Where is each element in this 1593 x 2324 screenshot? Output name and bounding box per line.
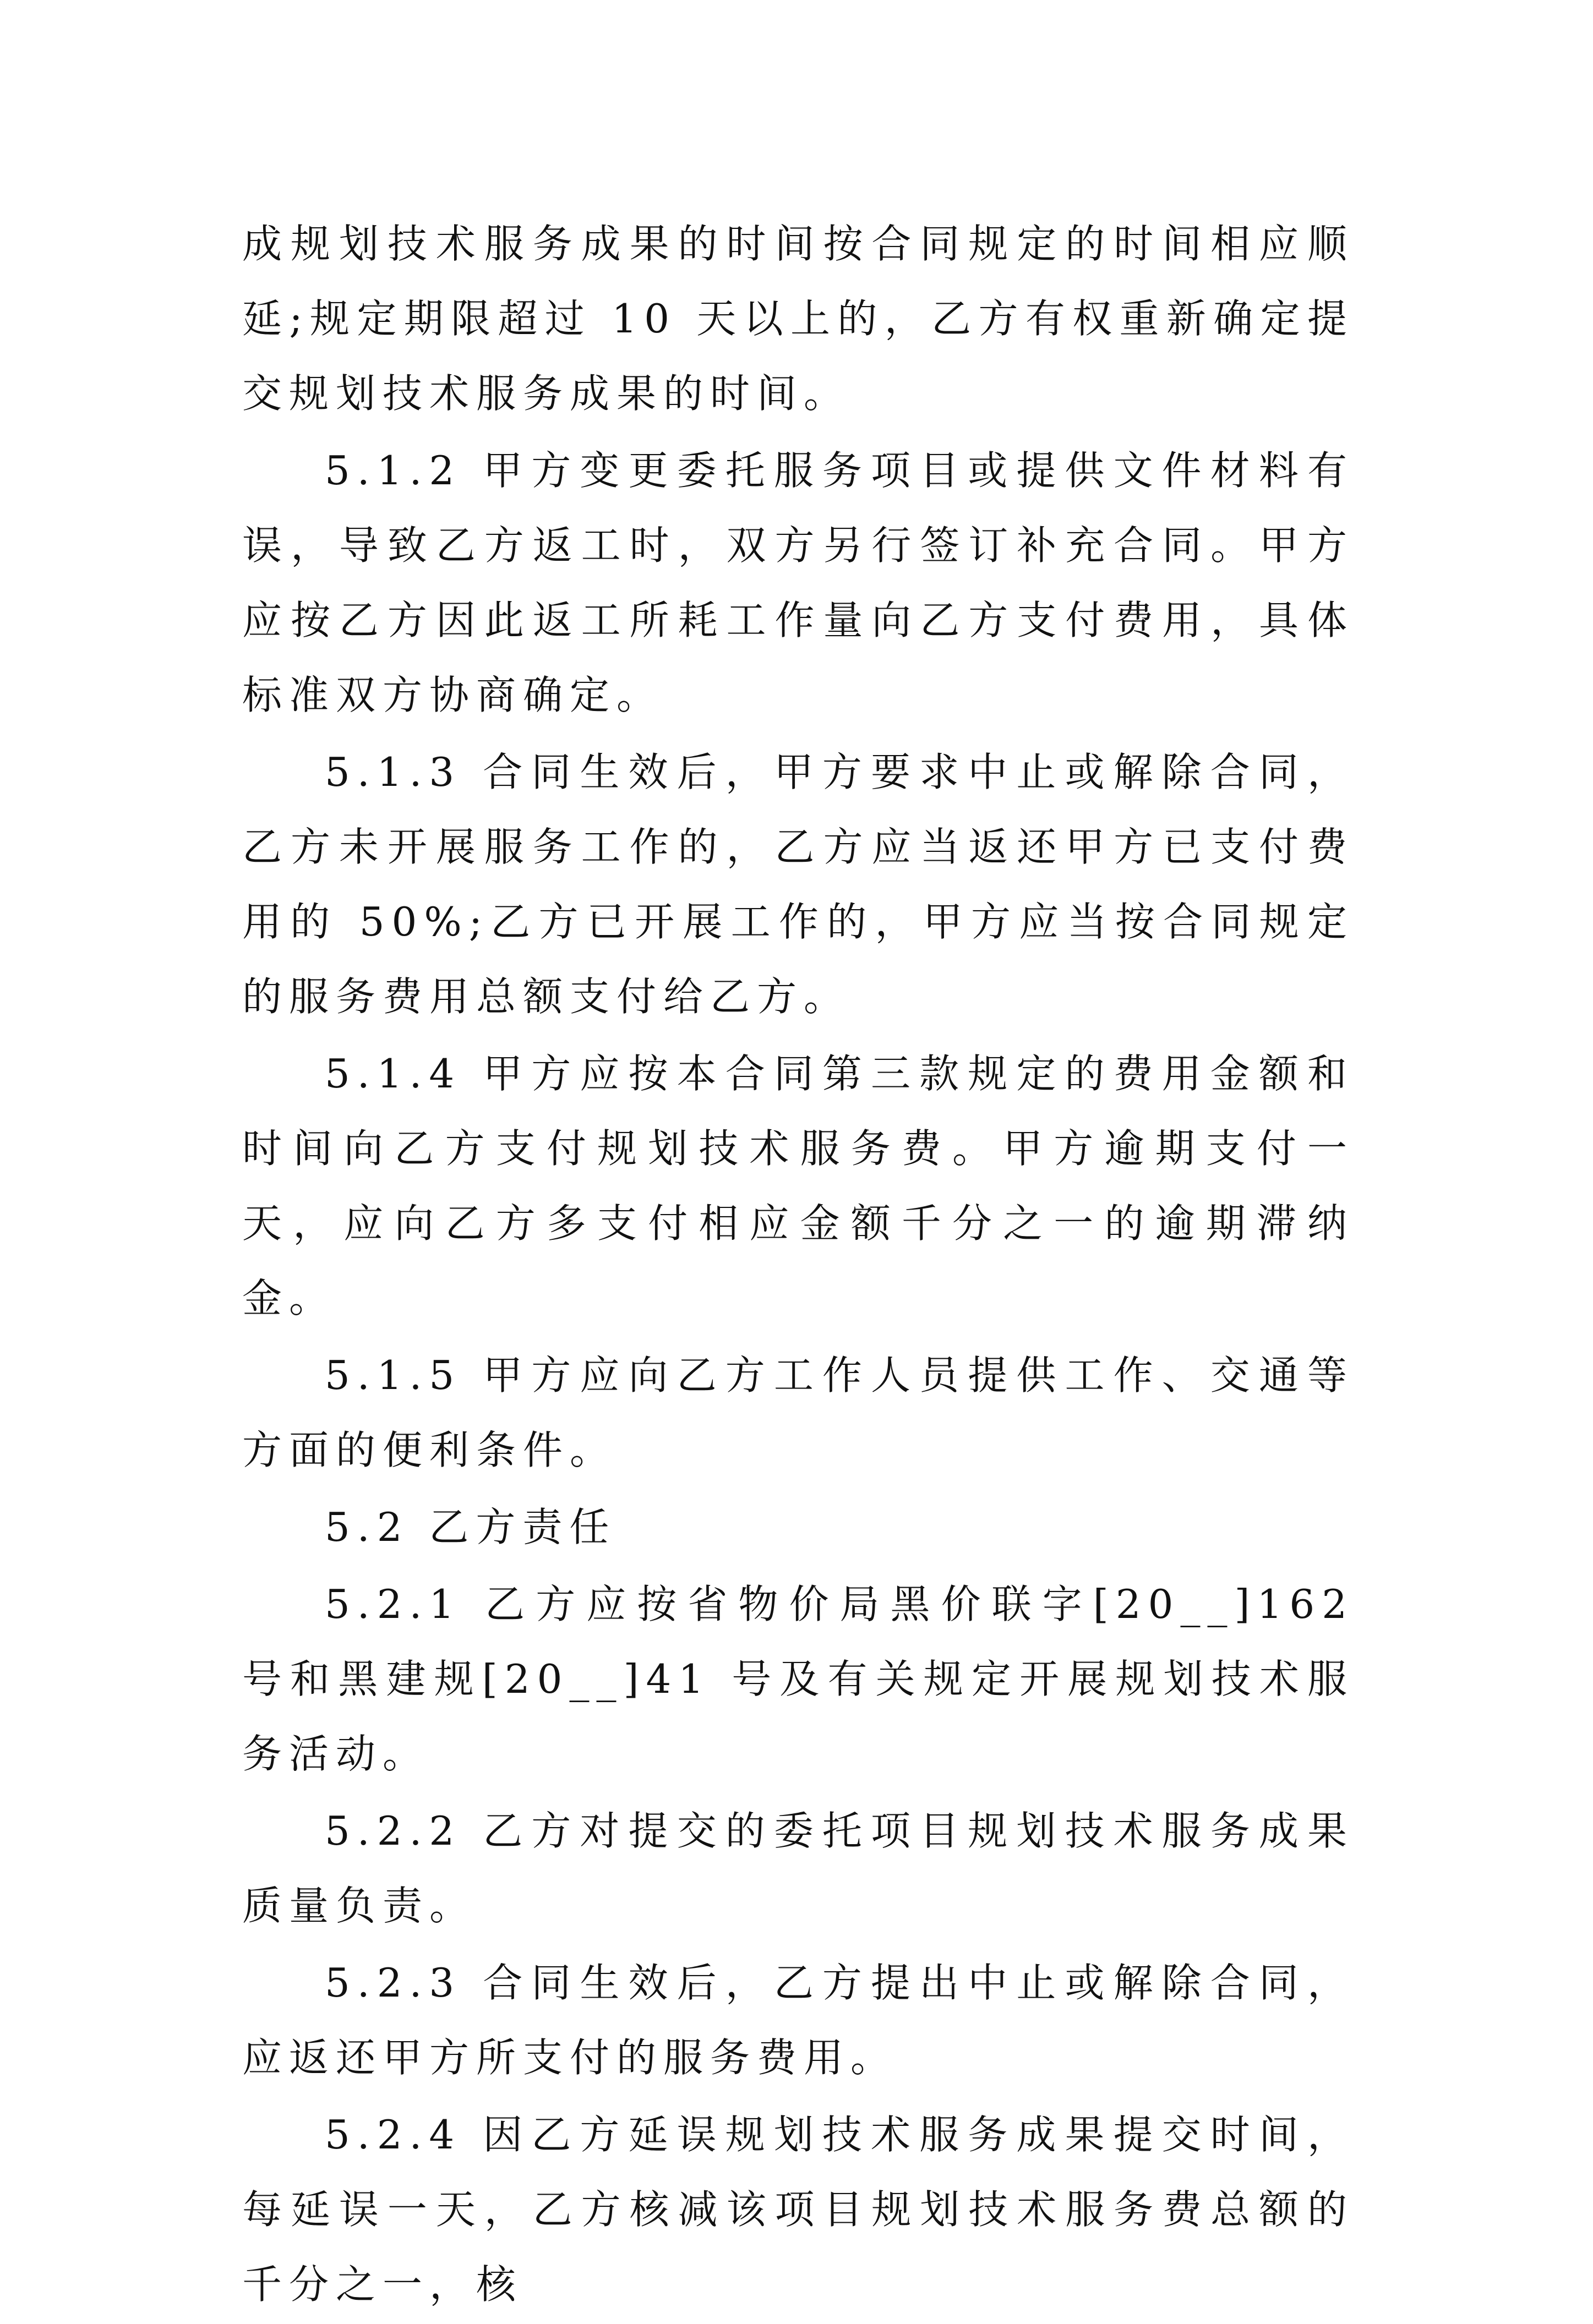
document-body [242, 206, 1374, 2324]
paragraph-5-2-3: 5.2.3 合同生效后，乙方提出中止或解除合同，应返还甲方所支付的服务费用。 [242, 1960, 1354, 2081]
paragraph-5-1-4: 5.1.4 甲方应按本合同第三款规定的费用金额和时间向乙方支付规划技术服务费。甲方逾期支付一天，应向乙方多支付相应金额千分之一的逾期滞纳金。 [242, 1051, 1354, 1321]
paragraph-5-2-1: 5.2.1 乙方应按省物价局黑价联字[20__]162 号和黑建规[20__]41 号及有关规定开展规划技术服务活动。 [242, 1581, 1374, 1777]
paragraph-5-2-2: 5.2.2 乙方对提交的委托项目规划技术服务成果质量负责。 [242, 1808, 1354, 1929]
paragraph-5-1-5: 5.1.5 甲方应向乙方工作人员提供工作、交通等方面的便利条件。 [242, 1352, 1354, 1473]
paragraph-5-2-4: 5.2.4 因乙方延误规划技术服务成果提交时间，每延误一天，乙方核减该项目规划技术服务费总额的千分之一，核 [242, 2112, 1354, 2307]
paragraph-continuation: 成规划技术服务成果的时间按合同规定的时间相应顺延;规定期限超过 10 天以上的，乙方有权重新确定提交规划技术服务成果的时间。 [242, 221, 1354, 417]
section-heading-5-2: 5.2 乙方责任 [325, 1504, 617, 1550]
paragraph-5-1-2: 5.1.2 甲方变更委托服务项目或提供文件材料有误，导致乙方返工时，双方另行签订补充合同。甲方应按乙方因此返工所耗工作量向乙方支付费用，具体标准双方协商确定。 [242, 447, 1354, 718]
paragraph-5-1-3: 5.1.3 合同生效后，甲方要求中止或解除合同，乙方未开展服务工作的，乙方应当返还甲方已支付费用的 50%;乙方已开展工作的，甲方应当按合同规定的服务费用总额支付给乙方。 [242, 749, 1354, 1020]
